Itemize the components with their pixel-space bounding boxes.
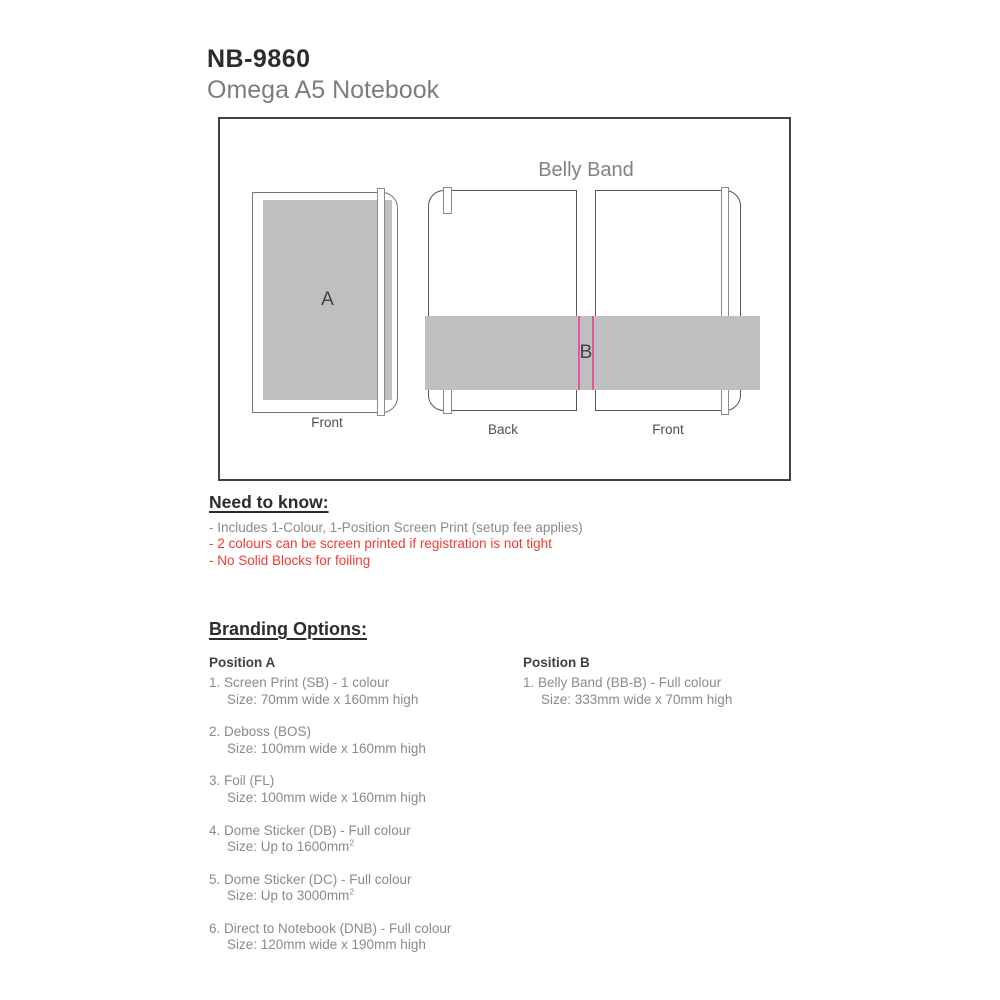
branding-item	[209, 823, 519, 856]
area-b-label: B	[579, 342, 593, 363]
superscript: 2	[349, 837, 355, 848]
branding-item-size: Size: 333mm wide x 70mm high	[541, 691, 733, 707]
caption-front-right: Front	[652, 422, 684, 437]
position-a-title: Position A	[209, 655, 276, 670]
branding-item-size: Size: 100mm wide x 160mm high	[227, 740, 426, 756]
branding-item	[209, 872, 519, 905]
need-to-know-item: - Includes 1-Colour, 1-Position Screen Print (setup fee applies)	[209, 520, 583, 535]
branding-item	[209, 724, 519, 757]
print-area-a	[263, 200, 392, 400]
branding-item	[209, 675, 519, 708]
branding-item-size: Size: 120mm wide x 190mm high	[227, 937, 426, 953]
belly-band-title: Belly Band	[538, 159, 634, 181]
branding-item-name: 1. Belly Band (BB-B) - Full colour	[523, 675, 722, 691]
branding-item-name: 5. Dome Sticker (DC) - Full colour	[209, 871, 412, 887]
product-code-title: NB-9860	[207, 45, 311, 73]
branding-item	[209, 921, 519, 954]
elastic-tab-top	[443, 187, 452, 214]
caption-back: Back	[487, 422, 518, 437]
branding-item-name: 6. Direct to Notebook (DNB) - Full colour	[209, 920, 452, 936]
area-a-label: A	[321, 289, 334, 310]
need-to-know-heading: Need to know:	[209, 492, 329, 512]
branding-item	[523, 675, 833, 708]
branding-options-heading: Branding Options:	[209, 619, 367, 639]
position-b-column	[523, 655, 833, 724]
branding-item-name: 4. Dome Sticker (DB) - Full colour	[209, 822, 411, 838]
need-to-know-item: - 2 colours can be screen printed if registration is not tight	[209, 536, 552, 552]
superscript: 2	[349, 886, 355, 897]
caption-front-left: Front	[311, 415, 343, 430]
need-to-know-list	[209, 520, 583, 569]
position-a-column	[209, 655, 519, 970]
branding-item-size: Size: Up to $1600mm^2$	[227, 837, 355, 854]
branding-item-size: Size: 100mm wide x 160mm high	[227, 789, 426, 805]
branding-item-size: Size: 70mm wide x 160mm high	[227, 691, 419, 707]
branding-item-name: 3. Foil (FL)	[209, 773, 275, 789]
branding-item	[209, 773, 519, 806]
branding-item-name: 2. Deboss (BOS)	[209, 724, 312, 740]
branding-item-name: 1. Screen Print (SB) - 1 colour	[209, 675, 390, 691]
product-name-subtitle: Omega A5 Notebook	[207, 76, 440, 104]
branding-item-size: Size: Up to $3000mm^2$	[227, 886, 355, 903]
elastic-band-left	[377, 188, 385, 416]
position-b-title: Position B	[523, 655, 590, 670]
need-to-know-item: - No Solid Blocks for foiling	[209, 552, 371, 568]
